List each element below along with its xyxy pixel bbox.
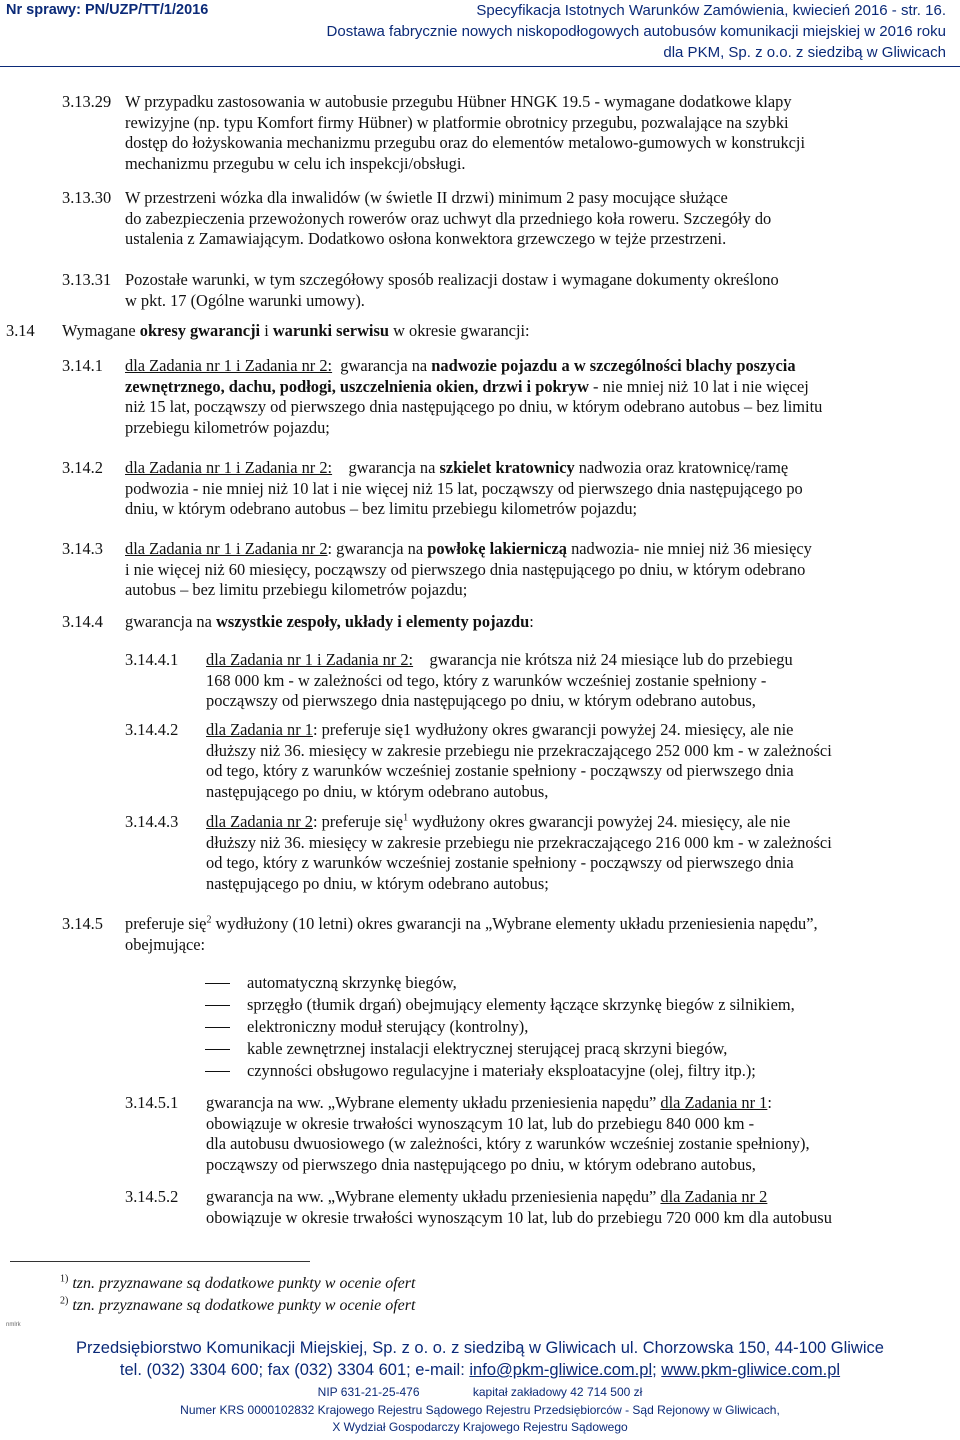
paragraph-line: 168 000 km - w zależności od tego, który z warunków wcześniej zostanie spełniony - <box>206 670 767 690</box>
section-number: 3.14.4.2 <box>125 720 179 739</box>
section-number: 3.14.1 <box>62 356 103 375</box>
section-number: 3.13.30 <box>62 188 112 207</box>
header-divider <box>0 66 960 67</box>
section-3-13-29 <box>125 92 951 174</box>
header-line-3: dla PKM, Sp. z o.o. z siedzibą w Gliwicach <box>663 44 946 61</box>
bold-text: wszystkie zespoły, układy i elementy pojazdu <box>216 612 530 631</box>
section-3-14-5-2 <box>206 1187 951 1228</box>
bold-text: zewnętrznego, dachu, podłogi, uszczelnienia okien, drzwi i pokryw <box>125 376 589 396</box>
paragraph-line <box>206 1093 951 1114</box>
paragraph-line: następującego po dniu, w którym odebrano autobus; <box>206 873 549 893</box>
text-span: nadwozia- nie mniej niż 36 miesięcy <box>566 539 812 558</box>
paragraph-line <box>206 720 951 741</box>
website-link[interactable]: www.pkm-gliwice.com.pl <box>661 1361 841 1379</box>
footer-krs: Numer KRS 0000102832 Krajowego Rejestru Sądowego Rejestru Przedsiębiorców - Sąd Rejonowy w Gliwicach, <box>180 1403 780 1417</box>
text-span: : preferuje się <box>312 812 404 831</box>
paragraph-line: dla autobusu dwuosiowego (w zależności, który z warunków wcześniej zostanie spełniony), <box>206 1134 810 1153</box>
footer-department: X Wydział Gospodarczy Krajowego Rejestru Sądowego <box>332 1420 628 1434</box>
dash-bullet <box>205 1005 230 1006</box>
text-span: wydłużony (10 letni) okres gwarancji na „Wybrane elementy układu przeniesienia napędu”, <box>211 914 818 933</box>
list-item: automatyczną skrzynkę biegów, <box>247 973 457 992</box>
text-span: Wymagane <box>62 321 140 340</box>
case-number: Nr sprawy: PN/UZP/TT/1/2016 <box>6 2 209 18</box>
task-reference: dla Zadania nr 1 <box>660 1093 768 1112</box>
tiny-label: nmlrk <box>6 1322 21 1328</box>
section-number: 3.14.2 <box>62 458 103 477</box>
paragraph-line: dniu, w którym odebrano autobus – bez limitu przebiegu kilometrów pojazdu; <box>125 499 638 518</box>
section-number: 3.14.4.1 <box>125 650 179 669</box>
task-reference: dla Zadania nr 1 i Zadania nr 2: <box>206 650 414 669</box>
task-reference: dla Zadania nr 2 <box>660 1187 768 1206</box>
list-item: elektroniczny moduł sterujący (kontrolny), <box>247 1017 529 1036</box>
footer-nip: NIP 631-21-25-476 <box>317 1385 420 1399</box>
task-reference: dla Zadania nr 1 <box>206 720 313 739</box>
section-3-14-5 <box>125 914 951 955</box>
paragraph-line: mechanizmu przegubu w celu ich inspekcji/obsługi. <box>125 153 466 173</box>
paragraph-line: od tego, który z warunków wcześniej zostanie spełniony - począwszy od pierwszego dnia <box>206 853 794 872</box>
footer-phone: tel. (032) 3304 600; fax (032) 3304 601; e-mail: <box>119 1361 470 1379</box>
header-line-2: Dostawa fabrycznie nowych niskopodłogowych autobusów komunikacji miejskiej w 2016 roku <box>326 23 946 40</box>
section-3-13-30 <box>125 188 951 250</box>
section-3-13-31 <box>125 270 951 311</box>
paragraph-line: obowiązuje w okresie trwałości wynoszącym 10 lat, lub do przebiegu 720 000 km dla autobusu <box>206 1207 832 1227</box>
document-header <box>327 0 946 63</box>
text-span: gwarancja na <box>348 458 440 477</box>
footnote-mark: 2) <box>60 1295 69 1307</box>
separator: ; <box>652 1361 662 1379</box>
footnote-2 <box>60 1297 415 1315</box>
section-number: 3.14.3 <box>62 539 103 558</box>
dash-bullet <box>205 983 230 984</box>
text-span: nadwozia oraz kratownicę/ramę <box>574 458 789 477</box>
section-3-14-4 <box>125 612 534 633</box>
text-span: gwarancja na <box>340 356 432 375</box>
footnote-1 <box>60 1275 415 1293</box>
section-number: 3.14.5.1 <box>125 1093 179 1112</box>
section-3-14-1 <box>125 356 951 438</box>
footnote-divider <box>10 1261 310 1262</box>
paragraph-line: do zabezpieczenia przewożonych rowerów oraz uchwyt dla przedniego koła roweru. Szczegóły do <box>125 208 772 228</box>
header-line-1: Specyfikacja Istotnych Warunków Zamówienia, kwiecień 2016 - str. 16. <box>476 2 946 19</box>
section-3-14-5-1 <box>206 1093 951 1175</box>
paragraph-line: od tego, który z warunków wcześniej zostanie spełniony - począwszy od pierwszego dnia <box>206 761 794 780</box>
paragraph-line <box>206 1187 951 1208</box>
section-number: 3.14.5 <box>62 914 103 933</box>
section-3-14-3 <box>125 539 951 601</box>
paragraph-line <box>125 458 951 479</box>
paragraph-line <box>125 914 951 935</box>
text-span: gwarancja nie krótsza niż 24 miesiące lub do przebiegu <box>429 650 793 669</box>
section-3-14-4-3 <box>206 812 951 894</box>
paragraph-line: ustalenia z Zamawiającym. Dodatkowo osłona konwektora grzewczego w tejże przestrzeni. <box>125 229 727 248</box>
email-link[interactable]: info@pkm-gliwice.com.pl <box>469 1361 653 1379</box>
task-reference: dla Zadania nr 1 i Zadania nr 2: <box>125 458 333 477</box>
bold-text: szkielet kratownicy <box>439 458 575 477</box>
paragraph-line: niż 15 lat, począwszy od pierwszego dnia następującego po dniu, w którym odebrano autobus – bez limitu <box>125 397 823 416</box>
text-span: wydłużony okres gwarancji powyżej 24. miesięcy, ale nie <box>408 812 791 831</box>
footer-registry <box>0 1385 960 1399</box>
text-span: - nie mniej niż 10 lat i nie więcej <box>588 376 809 396</box>
task-reference: dla Zadania nr 2 <box>206 812 313 831</box>
bold-text: warunki serwisu <box>272 321 389 340</box>
section-3-14-4-1 <box>206 650 951 712</box>
text-span: gwarancja na <box>125 612 217 631</box>
task-reference: dla Zadania nr 1 i Zadania nr 2: <box>125 356 333 375</box>
text-span: : preferuje się1 wydłużony okres gwarancji powyżej 24. miesięcy, ale nie <box>312 720 794 739</box>
paragraph-line: począwszy od pierwszego dnia następującego po dniu, w którym odebrano autobus, <box>206 691 756 710</box>
bold-text: powłokę lakierniczą <box>427 539 567 558</box>
paragraph-line: dłuższy niż 36. miesięcy w zakresie przebiegu nie przekraczającego 216 000 km - w zależności <box>206 832 832 852</box>
paragraph-line <box>206 812 951 833</box>
paragraph-line: W przypadku zastosowania w autobusie przegubu Hübner HNGK 19.5 - wymagane dodatkowe klapy <box>125 92 792 111</box>
paragraph-line: w pkt. 17 (Ogólne warunki umowy). <box>125 290 365 310</box>
text-span: gwarancja na ww. „Wybrane elementy układu przeniesienia napędu” <box>206 1187 661 1206</box>
paragraph-line: obejmujące: <box>125 934 206 954</box>
list-item: kable zewnętrznej instalacji elektrycznej sterującej pracą skrzyni biegów, <box>247 1039 728 1058</box>
paragraph-line: dłuższy niż 36. miesięcy w zakresie przebiegu nie przekraczającego 252 000 km - w zależności <box>206 740 832 760</box>
paragraph-line: i nie więcej niż 60 miesięcy, począwszy od pierwszego dnia następującego po dniu, w którym odebrano <box>125 559 806 579</box>
section-3-14-4-2 <box>206 720 951 802</box>
text-span: i <box>260 321 273 340</box>
section-number: 3.14.4 <box>62 612 103 631</box>
paragraph-line: następującego po dniu, w którym odebrano autobus, <box>206 781 549 801</box>
paragraph-line: Pozostałe warunki, w tym szczegółowy sposób realizacji dostaw i wymagane dokumenty określono <box>125 270 779 289</box>
text-span: : <box>767 1093 772 1112</box>
footer-contact <box>0 1361 960 1380</box>
paragraph-line: autobus – bez limitu przebiegu kilometrów pojazdu; <box>125 580 468 599</box>
section-number: 3.14.5.2 <box>125 1187 179 1206</box>
footnote-text: tzn. przyznawane są dodatkowe punkty w ocenie ofert <box>72 1297 416 1314</box>
paragraph-line: rewizyjne (np. typu Komfort firmy Hübner) w platformie obrotnicy przegubu, pozwalające na szybki <box>125 112 789 132</box>
dash-bullet <box>205 1049 230 1050</box>
text-span: : <box>529 612 534 631</box>
text-span: w okresie gwarancji: <box>388 321 530 340</box>
list-item: sprzęgło (tłumik drgań) obejmujący elementy łączące skrzynkę biegów z silnikiem, <box>247 995 795 1014</box>
list-item: czynności obsługowo regulacyjne i materiały eksploatacyjne (olej, filtry itp.); <box>247 1061 756 1080</box>
footer-capital: kapitał zakładowy 42 714 500 zł <box>472 1385 643 1399</box>
paragraph-line: obowiązuje w okresie trwałości wynoszącym 10 lat, lub do przebiegu 840 000 km - <box>206 1113 755 1133</box>
paragraph-line <box>125 539 951 560</box>
section-3-14-heading <box>62 321 530 342</box>
section-3-14-2 <box>125 458 951 520</box>
paragraph-line: podwozia - nie mniej niż 10 lat i nie więcej niż 15 lat, począwszy od pierwszego dnia następującego po <box>125 478 803 498</box>
dash-bullet <box>205 1027 230 1028</box>
text-span: : gwarancja na <box>327 539 428 558</box>
dash-bullet <box>205 1071 230 1072</box>
paragraph-line <box>206 650 951 671</box>
section-number: 3.13.31 <box>62 270 112 289</box>
footnote-mark: 1) <box>60 1273 69 1285</box>
text-span: gwarancja na ww. „Wybrane elementy układu przeniesienia napędu” <box>206 1093 661 1112</box>
footnote-reference: 1 <box>403 812 409 824</box>
footnote-text: tzn. przyznawane są dodatkowe punkty w ocenie ofert <box>72 1275 416 1292</box>
paragraph-line: począwszy od pierwszego dnia następującego po dniu, w którym odebrano autobus, <box>206 1154 756 1174</box>
paragraph-line <box>125 377 951 398</box>
paragraph-line: W przestrzeni wózka dla inwalidów (w świetle II drzwi) minimum 2 pasy mocujące służące <box>125 188 728 207</box>
section-number: 3.14.4.3 <box>125 812 179 831</box>
footer-company: Przedsiębiorstwo Komunikacji Miejskiej, Sp. z o. o. z siedzibą w Gliwicach ul. Chorzowska 150, 44-100 Gliwice <box>76 1339 884 1357</box>
paragraph-line: dostęp do łożyskowania mechanizmu przegubu oraz do elementów metalowo-gumowych w konstrukcji <box>125 133 806 152</box>
section-number: 3.14 <box>6 321 35 340</box>
footnote-reference: 2 <box>206 914 212 926</box>
bold-text: okresy gwarancji <box>139 321 261 340</box>
section-number: 3.13.29 <box>62 92 112 111</box>
paragraph-line <box>125 356 951 377</box>
task-reference: dla Zadania nr 1 i Zadania nr 2 <box>125 539 328 558</box>
bold-text: nadwozie pojazdu a w szczególności blachy poszycia <box>431 356 796 375</box>
text-span: preferuje się <box>125 914 207 933</box>
paragraph-line: przebiegu kilometrów pojazdu; <box>125 417 330 437</box>
